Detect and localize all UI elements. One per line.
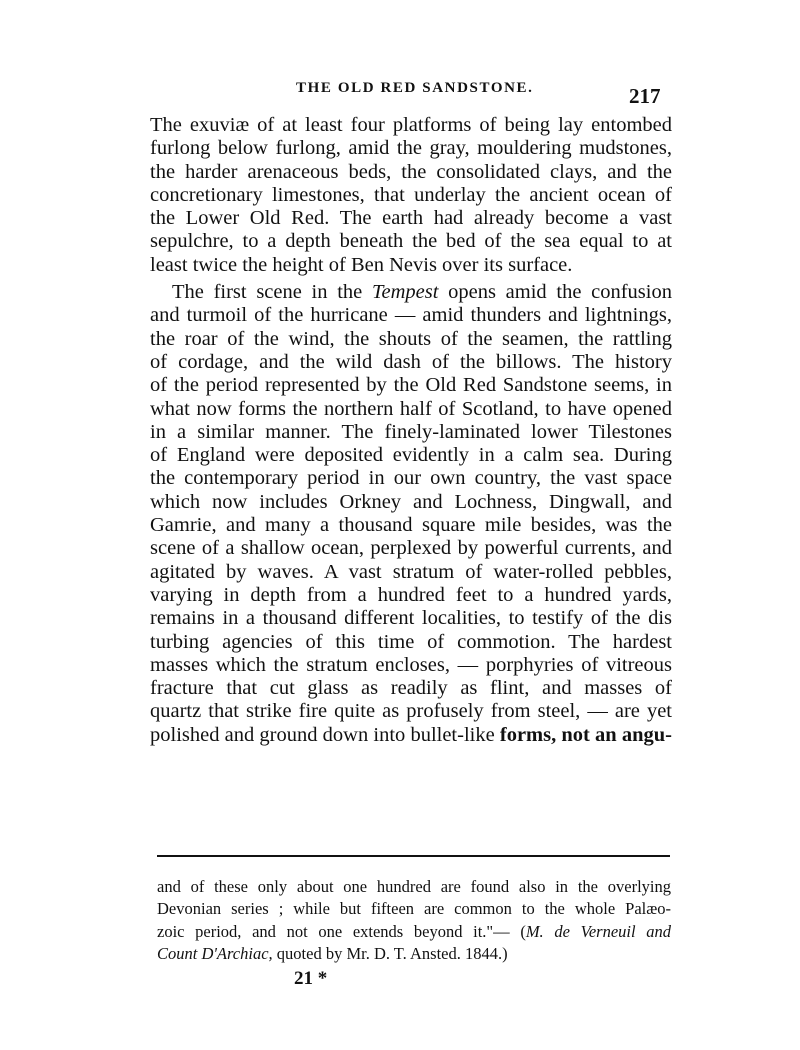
- text-fragment: The first scene in the: [172, 281, 372, 304]
- text-fragment: quoted by Mr. D. T. Ansted. 1844.): [272, 943, 508, 963]
- text-line: and turmoil of the hurricane — amid thunders and lightnings,: [150, 304, 672, 327]
- text-fragment: polished and ground down into bullet-like: [150, 723, 500, 746]
- text-fragment: forms, not an angu-: [499, 723, 672, 746]
- footnote-line: [157, 943, 671, 965]
- text-line: in a similar manner. The finely-laminated lower Tilestones: [150, 420, 672, 443]
- text-line: masses which the stratum encloses, — porphyries of vitreous: [150, 653, 672, 676]
- text-line: quartz that strike fire quite as profusely from steel, — are yet: [150, 700, 672, 723]
- text-line: Gamrie, and many a thousand square mile besides, was the: [150, 514, 672, 537]
- text-fragment: zoic period, and not one extends beyond it."— (: [157, 921, 526, 941]
- text-line: of cordage, and the wild dash of the billows. The history: [150, 350, 672, 373]
- text-line: agitated by waves. A vast stratum of water-rolled pebbles,: [150, 560, 672, 583]
- text-line: scene of a shallow ocean, perplexed by powerful currents, and: [150, 537, 672, 560]
- text-line: The exuviæ of at least four platforms of being lay entombed: [150, 114, 672, 136]
- footnote: [157, 876, 671, 965]
- footnote-line: Devonian series ; while but fifteen are common to the whole Palæo-: [157, 899, 671, 919]
- body-text: [150, 114, 672, 747]
- play-title: Tempest: [371, 281, 439, 304]
- footnote-line: and of these only about one hundred are found also in the overlying: [157, 877, 671, 896]
- page-number: 217: [629, 84, 661, 108]
- text-line: which now includes Orkney and Lochness, Dingwall, and: [150, 490, 672, 513]
- text-fragment: opens amid the confusion: [438, 281, 672, 304]
- text-line: the roar of the wind, the shouts of the seamen, the rattling: [150, 327, 672, 350]
- text-line: [150, 724, 672, 747]
- text-line: [150, 281, 672, 304]
- footnote-line: [157, 921, 671, 943]
- text-line: of the period represented by the Old Red Sandstone seems, in: [150, 374, 672, 397]
- signature-mark: 21 *: [294, 968, 328, 989]
- text-line: the harder arenaceous beds, the consolidated clays, and the: [150, 160, 672, 183]
- text-line: sepulchre, to a depth beneath the bed of the sea equal to at: [150, 230, 672, 253]
- text-line: the Lower Old Red. The earth had already become a vast: [150, 207, 672, 230]
- text-line: concretionary limestones, that underlay the ancient ocean of: [150, 183, 672, 206]
- text-line: of England were deposited evidently in a calm sea. During: [150, 444, 672, 467]
- running-head: THE OLD RED SANDSTONE.: [296, 80, 534, 96]
- paragraph-2: [150, 281, 672, 747]
- text-fragment: Count D'Archiac,: [157, 943, 273, 963]
- text-line: varying in depth from a hundred feet to a hundred yards,: [150, 583, 672, 606]
- text-line: remains in a thousand different localities, to testify of the dis: [150, 607, 672, 630]
- text-line: furlong below furlong, amid the gray, mouldering mudstones,: [150, 137, 672, 160]
- text-line: what now forms the northern half of Scotland, to have opened: [150, 397, 672, 420]
- text-line: fracture that cut glass as readily as flint, and masses of: [150, 677, 672, 700]
- text-line: turbing agencies of this time of commotion. The hardest: [150, 630, 672, 653]
- text-line: the contemporary period in our own country, the vast space: [150, 467, 672, 490]
- text-line: least twice the height of Ben Nevis over its surface.: [150, 253, 573, 276]
- footnote-rule: [157, 855, 670, 857]
- paragraph-1: [150, 114, 672, 277]
- text-fragment: M. de Verneuil and: [525, 921, 671, 941]
